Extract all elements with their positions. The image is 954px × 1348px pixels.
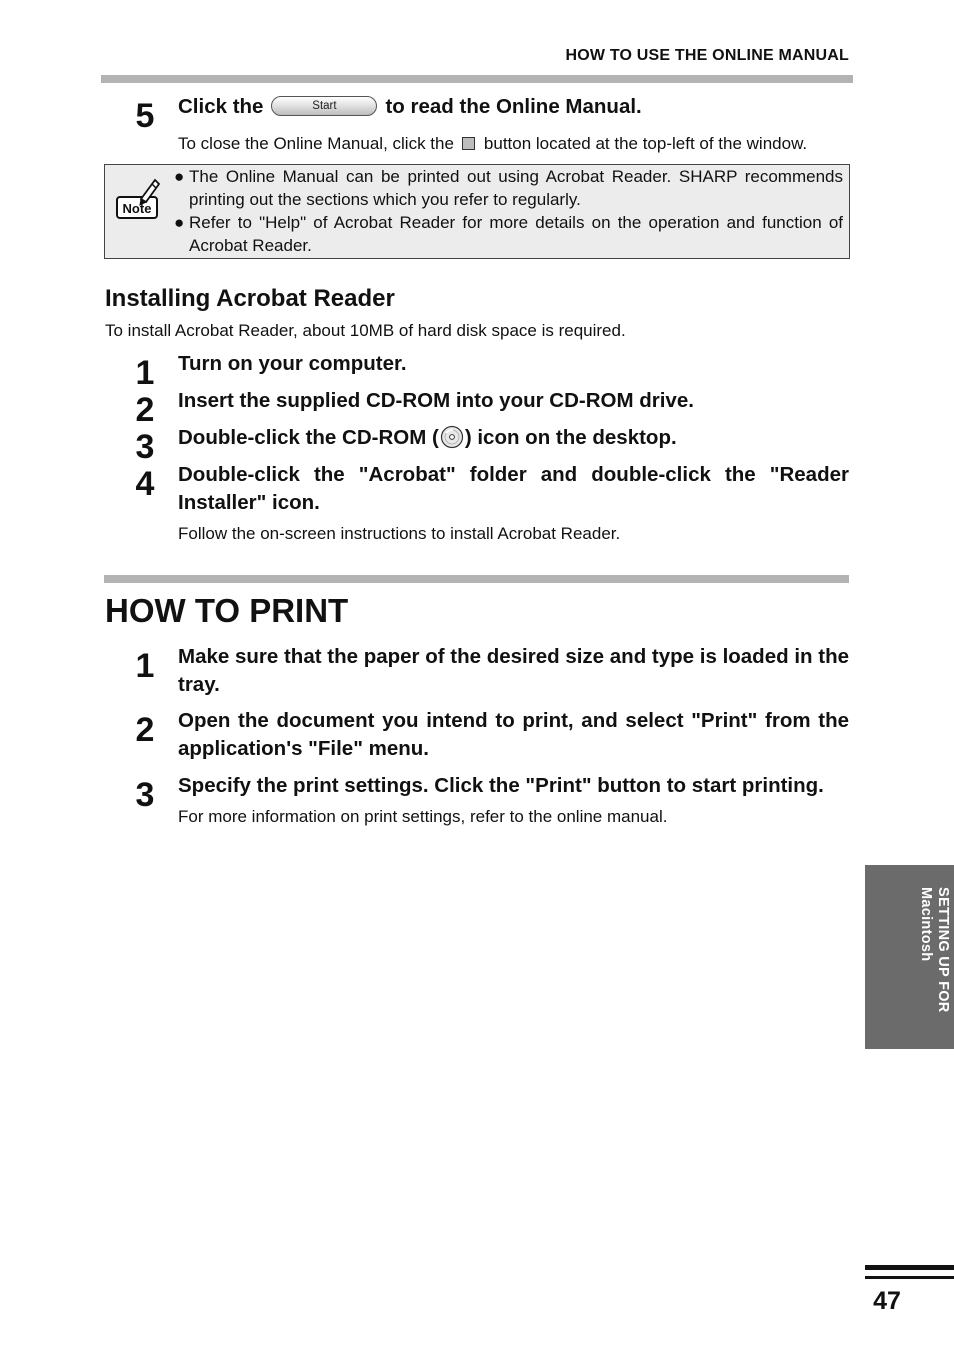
install-step-3-title-before: Double-click the CD-ROM ( bbox=[178, 426, 439, 449]
step-5-title-after: to read the Online Manual. bbox=[385, 95, 642, 118]
install-step-3-title-after: ) icon on the desktop. bbox=[464, 426, 677, 449]
page-number: 47 bbox=[873, 1287, 901, 1315]
install-step-3-title bbox=[178, 424, 858, 452]
note-item bbox=[174, 211, 843, 257]
close-box-icon bbox=[462, 137, 475, 150]
note-item bbox=[174, 165, 843, 211]
step-5-body-before: To close the Online Manual, click the bbox=[178, 134, 454, 153]
step-5-body-after: button located at the top-left of the window. bbox=[483, 134, 808, 153]
install-step-4-body: Follow the on-screen instructions to install Acrobat Reader. bbox=[178, 524, 621, 543]
note-box bbox=[104, 164, 850, 259]
section-rule bbox=[104, 575, 849, 583]
install-step-3-number: 3 bbox=[135, 428, 155, 466]
print-step-1-number: 1 bbox=[135, 647, 155, 685]
bullet: ● bbox=[174, 167, 185, 186]
print-step-2-title: Open the document you intend to print, and select "Print" from the application's "File" menu. bbox=[178, 709, 849, 760]
print-step-3-title: Specify the print settings. Click the "Print" button to start printing. bbox=[178, 774, 824, 797]
install-step-4-number: 4 bbox=[135, 465, 155, 503]
bullet: ● bbox=[174, 213, 185, 232]
print-step-3-number: 3 bbox=[135, 776, 155, 814]
install-step-2-number: 2 bbox=[135, 391, 155, 429]
side-tab-line-2: Macintosh bbox=[918, 887, 934, 962]
header-rule bbox=[101, 75, 853, 83]
note-pencil-icon bbox=[115, 178, 161, 224]
print-step-2-number: 2 bbox=[135, 711, 155, 749]
installing-intro: To install Acrobat Reader, about 10MB of hard disk space is required. bbox=[105, 321, 626, 340]
step-5-title-before: Click the bbox=[178, 95, 264, 118]
running-head: HOW TO USE THE ONLINE MANUAL bbox=[565, 47, 849, 64]
side-tab-line-1: SETTING UP FOR bbox=[935, 887, 951, 1013]
step-5-number: 5 bbox=[135, 97, 155, 135]
section-title-installing: Installing Acrobat Reader bbox=[105, 285, 395, 312]
note-icon-label: Note bbox=[122, 201, 152, 216]
note-item-text: Refer to "Help" of Acrobat Reader for more details on the operation and function of Acrobat Reader. bbox=[189, 213, 843, 255]
footer-rule-thin bbox=[865, 1276, 954, 1279]
side-tab-text bbox=[917, 887, 951, 1013]
page-title-how-to-print: HOW TO PRINT bbox=[105, 592, 349, 629]
install-step-4-title: Double-click the "Acrobat" folder and double-click the "Reader Installer" icon. bbox=[178, 463, 849, 514]
step-5-body bbox=[178, 133, 858, 155]
footer-rule-thick bbox=[865, 1265, 954, 1270]
print-step-3-body: For more information on print settings, refer to the online manual. bbox=[178, 807, 668, 826]
cd-rom-icon bbox=[440, 425, 464, 449]
start-button: Start bbox=[271, 96, 377, 116]
note-list bbox=[174, 165, 843, 257]
install-step-1-title: Turn on your computer. bbox=[178, 352, 407, 375]
step-5-title bbox=[178, 93, 858, 121]
note-item-text: The Online Manual can be printed out using Acrobat Reader. SHARP recommends printing out the sections which you refer to regularly. bbox=[189, 167, 843, 209]
print-step-1-title: Make sure that the paper of the desired size and type is loaded in the tray. bbox=[178, 645, 849, 696]
install-step-1-number: 1 bbox=[135, 354, 155, 392]
side-tab bbox=[865, 865, 954, 1049]
install-step-2-title: Insert the supplied CD-ROM into your CD-ROM drive. bbox=[178, 389, 694, 412]
